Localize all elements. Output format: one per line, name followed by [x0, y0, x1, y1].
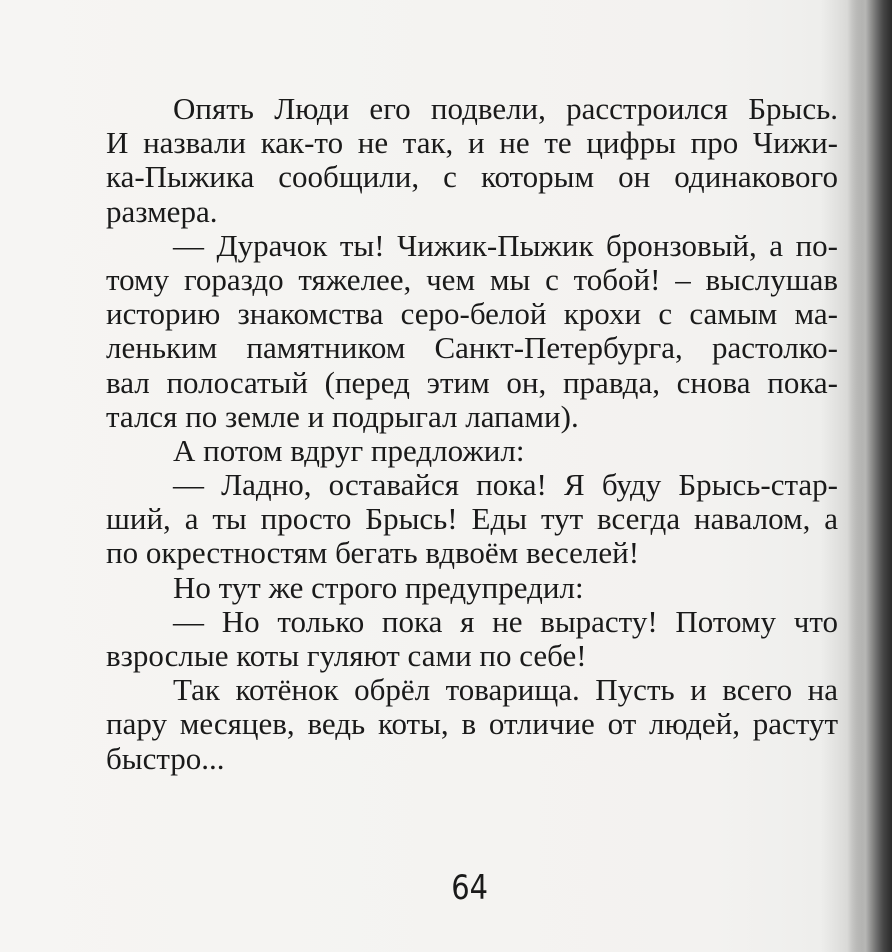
text-line: Так котёнок обрёл товарища. Пусть и всего на — [173, 672, 838, 708]
page-gutter-shadow — [848, 0, 892, 952]
page-number: 64 — [451, 868, 489, 908]
text-line: ший, а ты просто Брысь! Еды тут всегда навалом, а — [106, 501, 838, 537]
text-line: А потом вдруг предложил: — [173, 432, 525, 468]
text-line: леньким памятником Санкт-Петербурга, растолко- — [106, 330, 838, 366]
text-line: И назвали как-то не так, и не те цифры про Чижи- — [106, 125, 838, 161]
text-line: — Дурачок ты! Чижик-Пыжик бронзовый, а по- — [173, 227, 838, 263]
text-line: — Но только пока я не вырасту! Потому что — [173, 603, 838, 639]
text-line: по окрестностям бегать вдвоём веселей! — [106, 535, 640, 571]
text-line: пару месяцев, ведь коты, в отличие от людей, растут — [106, 706, 838, 742]
story-text — [106, 92, 838, 776]
text-line: размера. — [106, 193, 218, 229]
text-line: взрослые коты гуляют сами по себе! — [106, 638, 587, 673]
text-line: ка-Пыжика сообщили, с которым он одинакового — [106, 159, 838, 195]
text-line: вал полосатый (перед этим он, правда, снова пока- — [106, 364, 838, 400]
text-line: тался по земле и подрыгал лапами). — [106, 398, 579, 434]
text-line: Но тут же строго предупредил: — [173, 569, 584, 605]
text-line: историю знакомства серо-белой крохи с самым ма- — [106, 296, 838, 332]
text-line: тому гораздо тяжелее, чем мы с тобой! – выслушав — [106, 261, 838, 297]
text-line: быстро... — [106, 740, 225, 776]
text-line: — Ладно, оставайся пока! Я буду Брысь-стар- — [173, 467, 838, 503]
text-line: Опять Люди его подвели, расстроился Брысь. — [173, 91, 838, 126]
